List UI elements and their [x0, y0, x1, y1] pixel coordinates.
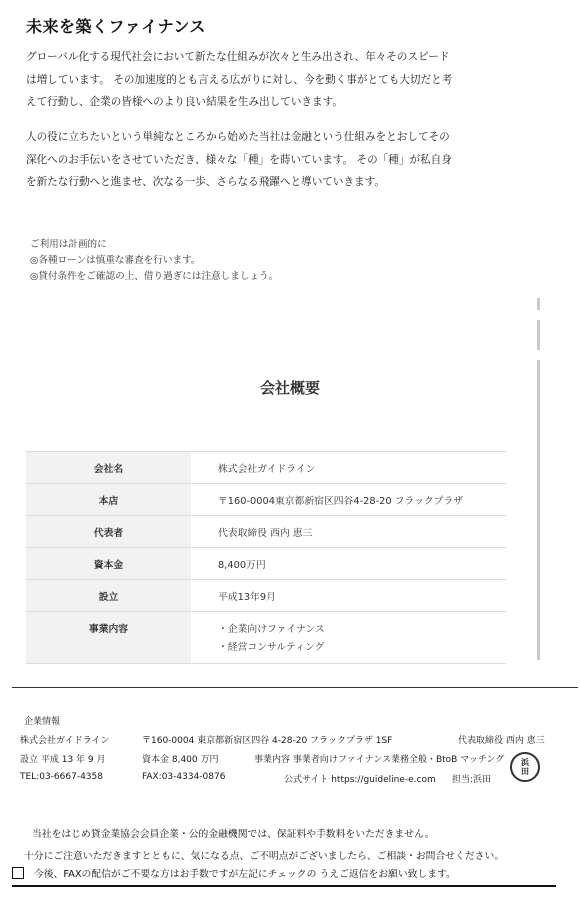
paragraph-line: を新たな行動へと進ませ、次なる一歩、さらなる飛躍へと導いていきます。 [26, 176, 386, 189]
footer-tel: TEL:03-6667-4358 [20, 772, 103, 782]
footer-fax: FAX:03-4334-0876 [142, 772, 226, 782]
scan-edge-line [537, 360, 540, 660]
row-label: 設立 [26, 580, 191, 612]
scan-mark [537, 298, 540, 310]
notice-underline [12, 885, 556, 887]
overview-title: 会社概要 [259, 379, 320, 397]
row-value: 〒160-0004東京都新宿区四谷4-28-20 フラックプラザ [191, 484, 506, 516]
paragraph-line: 人の役に立ちたいという単純なところから始めた当社は金融という仕組みをとおしてその [26, 131, 450, 143]
footer-section-label: 企業情報 [24, 717, 61, 727]
table-row [26, 516, 506, 548]
paragraph-line: グローバル化する現代社会において新たな仕組みが次々と生み出され、年々そのスピード [26, 51, 450, 63]
footer-divider [12, 687, 578, 688]
notice-line-1: 当社をはじめ貸金業協会会員企業・公的金融機関では、保証料や手数料をいただきません。 [32, 829, 435, 840]
row-label: 会社名 [26, 452, 191, 484]
stamp-char: 田 [521, 767, 529, 776]
row-label: 資本金 [26, 548, 191, 580]
table-row [26, 452, 506, 484]
paragraph-line: 深化へのお手伝いをさせていただき、様々な「種」を蒔いています。 その「種」が私自身 [26, 153, 452, 166]
row-label: 事業内容 [26, 612, 191, 664]
footer-website: 公式サイト https://guideline-e.com [284, 775, 436, 785]
paragraph-line: えて行動し、企業の皆様へのより良い結果を生み出していきます。 [26, 96, 343, 109]
footer-business: 事業内容 事業者向けファイナンス業務全般・BtoB マッチング [254, 755, 505, 765]
unsubscribe-checkbox[interactable] [12, 867, 24, 879]
note-line: ご利用は計画的に [30, 239, 107, 250]
row-label: 本店 [26, 484, 191, 516]
footer-capital: 資本金 8,400 万円 [142, 755, 219, 765]
intro-paragraph-2 [26, 126, 556, 194]
note-line: ◎各種ローンは慎重な審査を行います。 [30, 255, 201, 266]
footer-contact: 担当:浜田 [452, 775, 492, 785]
footer-company: 株式会社ガイドライン [20, 736, 110, 746]
table-row [26, 548, 506, 580]
note-line: ◎貸付条件をご確認の上、借り過ぎには注意しましょう。 [30, 271, 279, 282]
row-value: 代表取締役 西内 恵三 [191, 516, 506, 548]
page-heading: 未来を築くファイナンス [26, 17, 206, 36]
paragraph-line: は増しています。 その加速度的とも言える広がりに対し、今を動く事がとても大切だと考 [26, 73, 453, 86]
table-row [26, 484, 506, 516]
company-overview-table [26, 451, 506, 664]
footer-address: 〒160-0004 東京都新宿区四谷 4-28-20 フラックプラザ 1SF [142, 736, 393, 746]
footer-established: 設立 平成 13 年 9 月 [20, 755, 106, 765]
row-value: 株式会社ガイドライン [191, 452, 506, 484]
row-value [191, 612, 506, 664]
business-item: ・企業向けファイナンス [218, 624, 325, 635]
hanko-stamp [510, 752, 540, 782]
stamp-char: 浜 [521, 758, 529, 767]
table-row [26, 612, 506, 664]
scan-mark [537, 320, 540, 350]
row-value: 平成13年9月 [191, 580, 506, 612]
notice-line-2: 十分にご注意いただきますとともに、気になる点、ご不明点がございましたら、ご相談・お問合せください。 [24, 851, 505, 862]
business-item: ・経営コンサルティング [218, 642, 325, 653]
loan-notes [30, 237, 550, 285]
notice-line-3: 今後、FAXの配信がご不要な方はお手数ですが左記にチェックの うえご返信をお願い致します。 [34, 869, 456, 880]
table-row [26, 580, 506, 612]
row-label: 代表者 [26, 516, 191, 548]
footer-representative: 代表取締役 西内 恵三 [458, 736, 545, 746]
intro-paragraph-1 [26, 46, 556, 114]
row-value: 8,400万円 [191, 548, 506, 580]
